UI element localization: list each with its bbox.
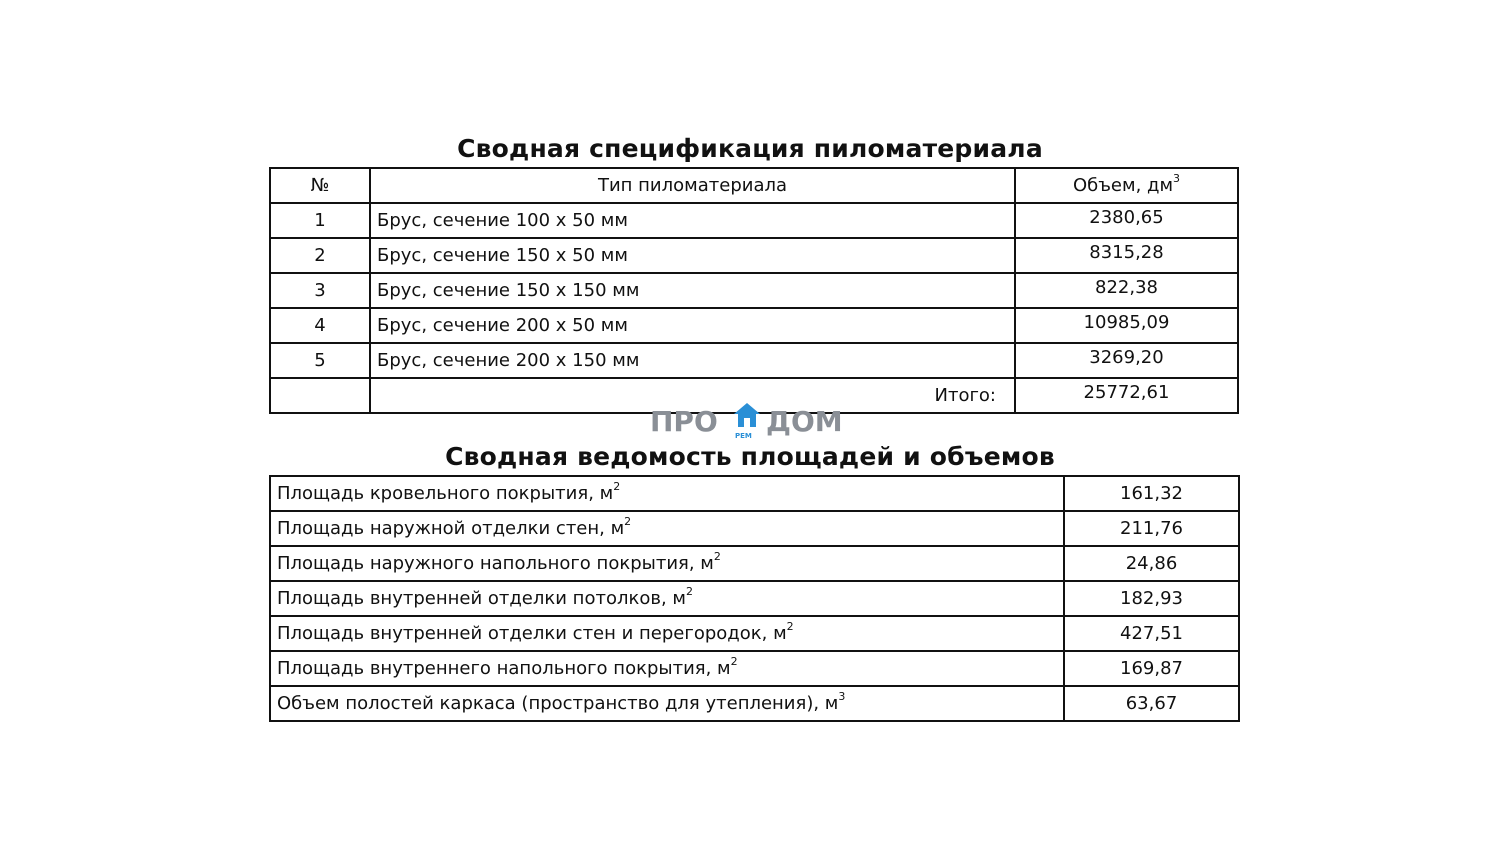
area-label — [270, 616, 1064, 651]
watermark-text-left: ПРО — [650, 405, 718, 438]
row-type: Брус, сечение 150 х 150 мм — [370, 273, 1015, 308]
area-label — [270, 581, 1064, 616]
unit-sup: 2 — [786, 620, 794, 633]
area-label-text: Площадь наружной отделки стен, м — [277, 518, 625, 539]
row-type: Брус, сечение 200 х 150 мм — [370, 343, 1015, 378]
area-value: 24,86 — [1064, 546, 1239, 581]
unit-sup: 3 — [838, 690, 846, 703]
area-value: 63,67 — [1064, 686, 1239, 721]
row-num: 2 — [270, 238, 370, 273]
row-volume: 10985,09 — [1015, 308, 1238, 343]
table-row — [270, 238, 1238, 273]
table-row — [270, 546, 1239, 581]
table-row — [270, 203, 1238, 238]
unit-sup: 2 — [730, 655, 738, 668]
row-num: 3 — [270, 273, 370, 308]
unit-sup: 2 — [624, 515, 632, 528]
row-num: 5 — [270, 343, 370, 378]
row-type: Брус, сечение 150 х 50 мм — [370, 238, 1015, 273]
header-volume — [1015, 168, 1238, 203]
table-row — [270, 686, 1239, 721]
header-num: № — [270, 168, 370, 203]
total-value: 25772,61 — [1015, 378, 1238, 413]
header-volume-label: Объем, дм — [1072, 175, 1174, 196]
spec-title: Сводная спецификация пиломатериала — [457, 134, 1043, 163]
row-volume: 8315,28 — [1015, 238, 1238, 273]
area-label — [270, 511, 1064, 546]
watermark-text-right: ДОМ — [766, 405, 843, 438]
row-volume: 3269,20 — [1015, 343, 1238, 378]
area-label-text: Площадь внутренней отделки стен и перегородок, м — [277, 623, 787, 644]
area-label — [270, 476, 1064, 511]
area-value: 161,32 — [1064, 476, 1239, 511]
area-value: 169,87 — [1064, 651, 1239, 686]
header-type: Тип пиломатериала — [370, 168, 1015, 203]
watermark-logo — [650, 405, 850, 441]
table-row — [270, 308, 1238, 343]
watermark-small-text: РЕМ — [735, 432, 752, 440]
row-num: 4 — [270, 308, 370, 343]
table-row — [270, 651, 1239, 686]
row-type: Брус, сечение 100 х 50 мм — [370, 203, 1015, 238]
unit-sup: 2 — [713, 550, 721, 563]
area-label — [270, 686, 1064, 721]
row-volume: 2380,65 — [1015, 203, 1238, 238]
row-type: Брус, сечение 200 х 50 мм — [370, 308, 1015, 343]
area-value: 211,76 — [1064, 511, 1239, 546]
header-volume-unit-sup: 3 — [1173, 172, 1181, 185]
area-label — [270, 546, 1064, 581]
table-header-row — [270, 168, 1238, 203]
row-num: 1 — [270, 203, 370, 238]
table-row — [270, 581, 1239, 616]
area-label-text: Площадь внутреннего напольного покрытия, м — [277, 658, 731, 679]
table-row — [270, 511, 1239, 546]
lumber-spec-table — [269, 167, 1239, 414]
area-label — [270, 651, 1064, 686]
table-row — [270, 343, 1238, 378]
area-label-text: Площадь кровельного покрытия, м — [277, 483, 614, 504]
unit-sup: 2 — [685, 585, 693, 598]
table-row — [270, 476, 1239, 511]
unit-sup: 2 — [613, 480, 621, 493]
house-icon — [732, 401, 762, 436]
total-label: Итого: — [370, 378, 1015, 413]
table-row — [270, 273, 1238, 308]
row-volume: 822,38 — [1015, 273, 1238, 308]
area-label-text: Площадь наружного напольного покрытия, м — [277, 553, 714, 574]
areas-volumes-table — [269, 475, 1240, 722]
table-row — [270, 616, 1239, 651]
area-value: 182,93 — [1064, 581, 1239, 616]
area-value: 427,51 — [1064, 616, 1239, 651]
area-label-text: Объем полостей каркаса (пространство для утепления), м — [277, 693, 839, 714]
area-label-text: Площадь внутренней отделки потолков, м — [277, 588, 686, 609]
total-empty-cell — [270, 378, 370, 413]
areas-title: Сводная ведомость площадей и объемов — [445, 442, 1055, 471]
